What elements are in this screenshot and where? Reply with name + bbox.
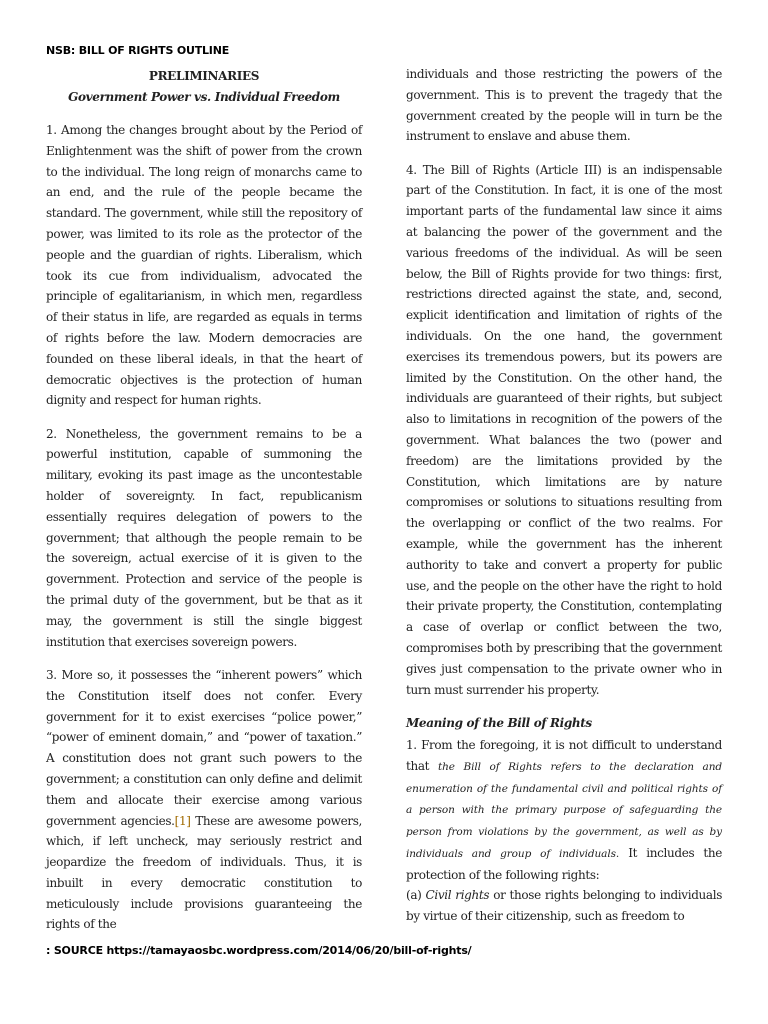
document-header: NSB: BILL OF RIGHTS OUTLINE — [46, 44, 230, 57]
paragraph-4: 4. The Bill of Rights (Article III) is an indispensable part of the Constitution. In fact, it is one of the most important parts of the fundamental law since it aims at balancing the power of the government and the various freedoms of the individual. As will be seen below, the Bill of Rights provide for two things: first, restrictions directed against the state, and, second, explicit identification and limitation of rights of the individuals. On the one hand, the government exercises its tremendous powers, but its powers are limited by the Constitution. On the other hand, the individuals are guaranteed of their rights, but subject also to limitations in recognition of the powers of the government. What balances the two (power and freedom) are the limitations provided by the Constitution, which limitations are by nature compromises or solutions to situations resulting from the overlapping or conflict of the two realms. For example, while the government has the inherent authority to take and convert a property for public use, and the people on the other have the right to hold their private property, the Constitution, contemplating a case of overlap or conflict between the two, compromises both by prescribing that the government gives just compensation to the private owner who in turn must surrender his property. — [406, 162, 722, 697]
paragraph-3-continued: individuals and those restricting the powers of the government. This is to prevent the tragedy that the government created by the people will in turn be the instrument to enslave and abuse them. — [406, 67, 722, 144]
paragraph-2: 2. Nonetheless, the government remains to be a powerful institution, capable of summoning the military, evoking its past image as the uncontestable holder of sovereignty. In fact, republicanism essentially requires delegation of powers to the government; that although the people remain to be the sovereign, actual exercise of it is given to the government. Protection and service of the people is the primal duty of the government, but be that as it may, the government is still the single biggest institution that exercises sovereign powers. — [46, 426, 362, 649]
meaning-paragraph-1 — [406, 735, 722, 886]
right-column — [406, 64, 722, 940]
meaning-definition: the Bill of Rights refers to the declaration and enumeration of the fundamental civil and political rights of a person with the primary purpose of safeguarding the person from violations by the government, as well as by individuals and group of individuals. — [406, 760, 722, 860]
left-column — [46, 64, 362, 948]
paragraph-1: 1. Among the changes brought about by the Period of Enlightenment was the shift of power from the crown to the individual. The long reign of monarchs came to an end, and the rule of the people became the standard. The government, while still the repository of power, was limited to its role as the protector of the people and the guardian of rights. Liberalism, which took its cue from individualism, advocated the principle of egalitarianism, in which men, regardless of their status in life, are regarded as equals in terms of rights before the law. Modern democracies are founded on these liberal ideals, in that the heart of democratic objectives is the protection of human dignity and respect for human rights. — [46, 123, 362, 408]
paragraph-3-text-a: 3. More so, it possesses the “inherent powers” which the Constitution itself does not confer. Every government for it to exist exercises “police power,” “power of eminent domain,” and “power of taxation.” A constitution does not grant such powers to the government; a constitution can only define and delimit them and allocate their exercise among various government agencies. — [46, 667, 362, 828]
section-subtitle: Government Power vs. Individual Freedom — [68, 90, 340, 104]
civil-rights-term: Civil rights — [425, 888, 490, 903]
paragraph-3-text-b: These are awesome powers, which, if left uncheck, may seriously restrict and jeopardize the freedom of individuals. Thus, it is inbuilt in every democratic constitution to meticulously include provisions guaranteeing the rights of the — [46, 813, 362, 932]
meaning-heading: Meaning of the Bill of Rights — [406, 715, 592, 730]
section-title: PRELIMINARIES — [148, 69, 260, 83]
meaning-tail: It includes the protection of the following rights: — [406, 845, 723, 882]
source-footer: : SOURCE https://tamayaosbc.wordpress.com/2014/06/20/bill-of-rights/ — [46, 944, 472, 957]
footnote-link[interactable]: [1] — [174, 813, 191, 828]
item-a-label: (a) — [406, 888, 426, 903]
civil-rights-text: or those rights belonging to individuals by virtue of their citizenship, such as freedom to — [406, 888, 722, 924]
meaning-lead: 1. From the foregoing, it is not difficult to understand that — [406, 737, 722, 773]
civil-rights-item — [406, 885, 722, 927]
paragraph-3 — [46, 665, 362, 935]
